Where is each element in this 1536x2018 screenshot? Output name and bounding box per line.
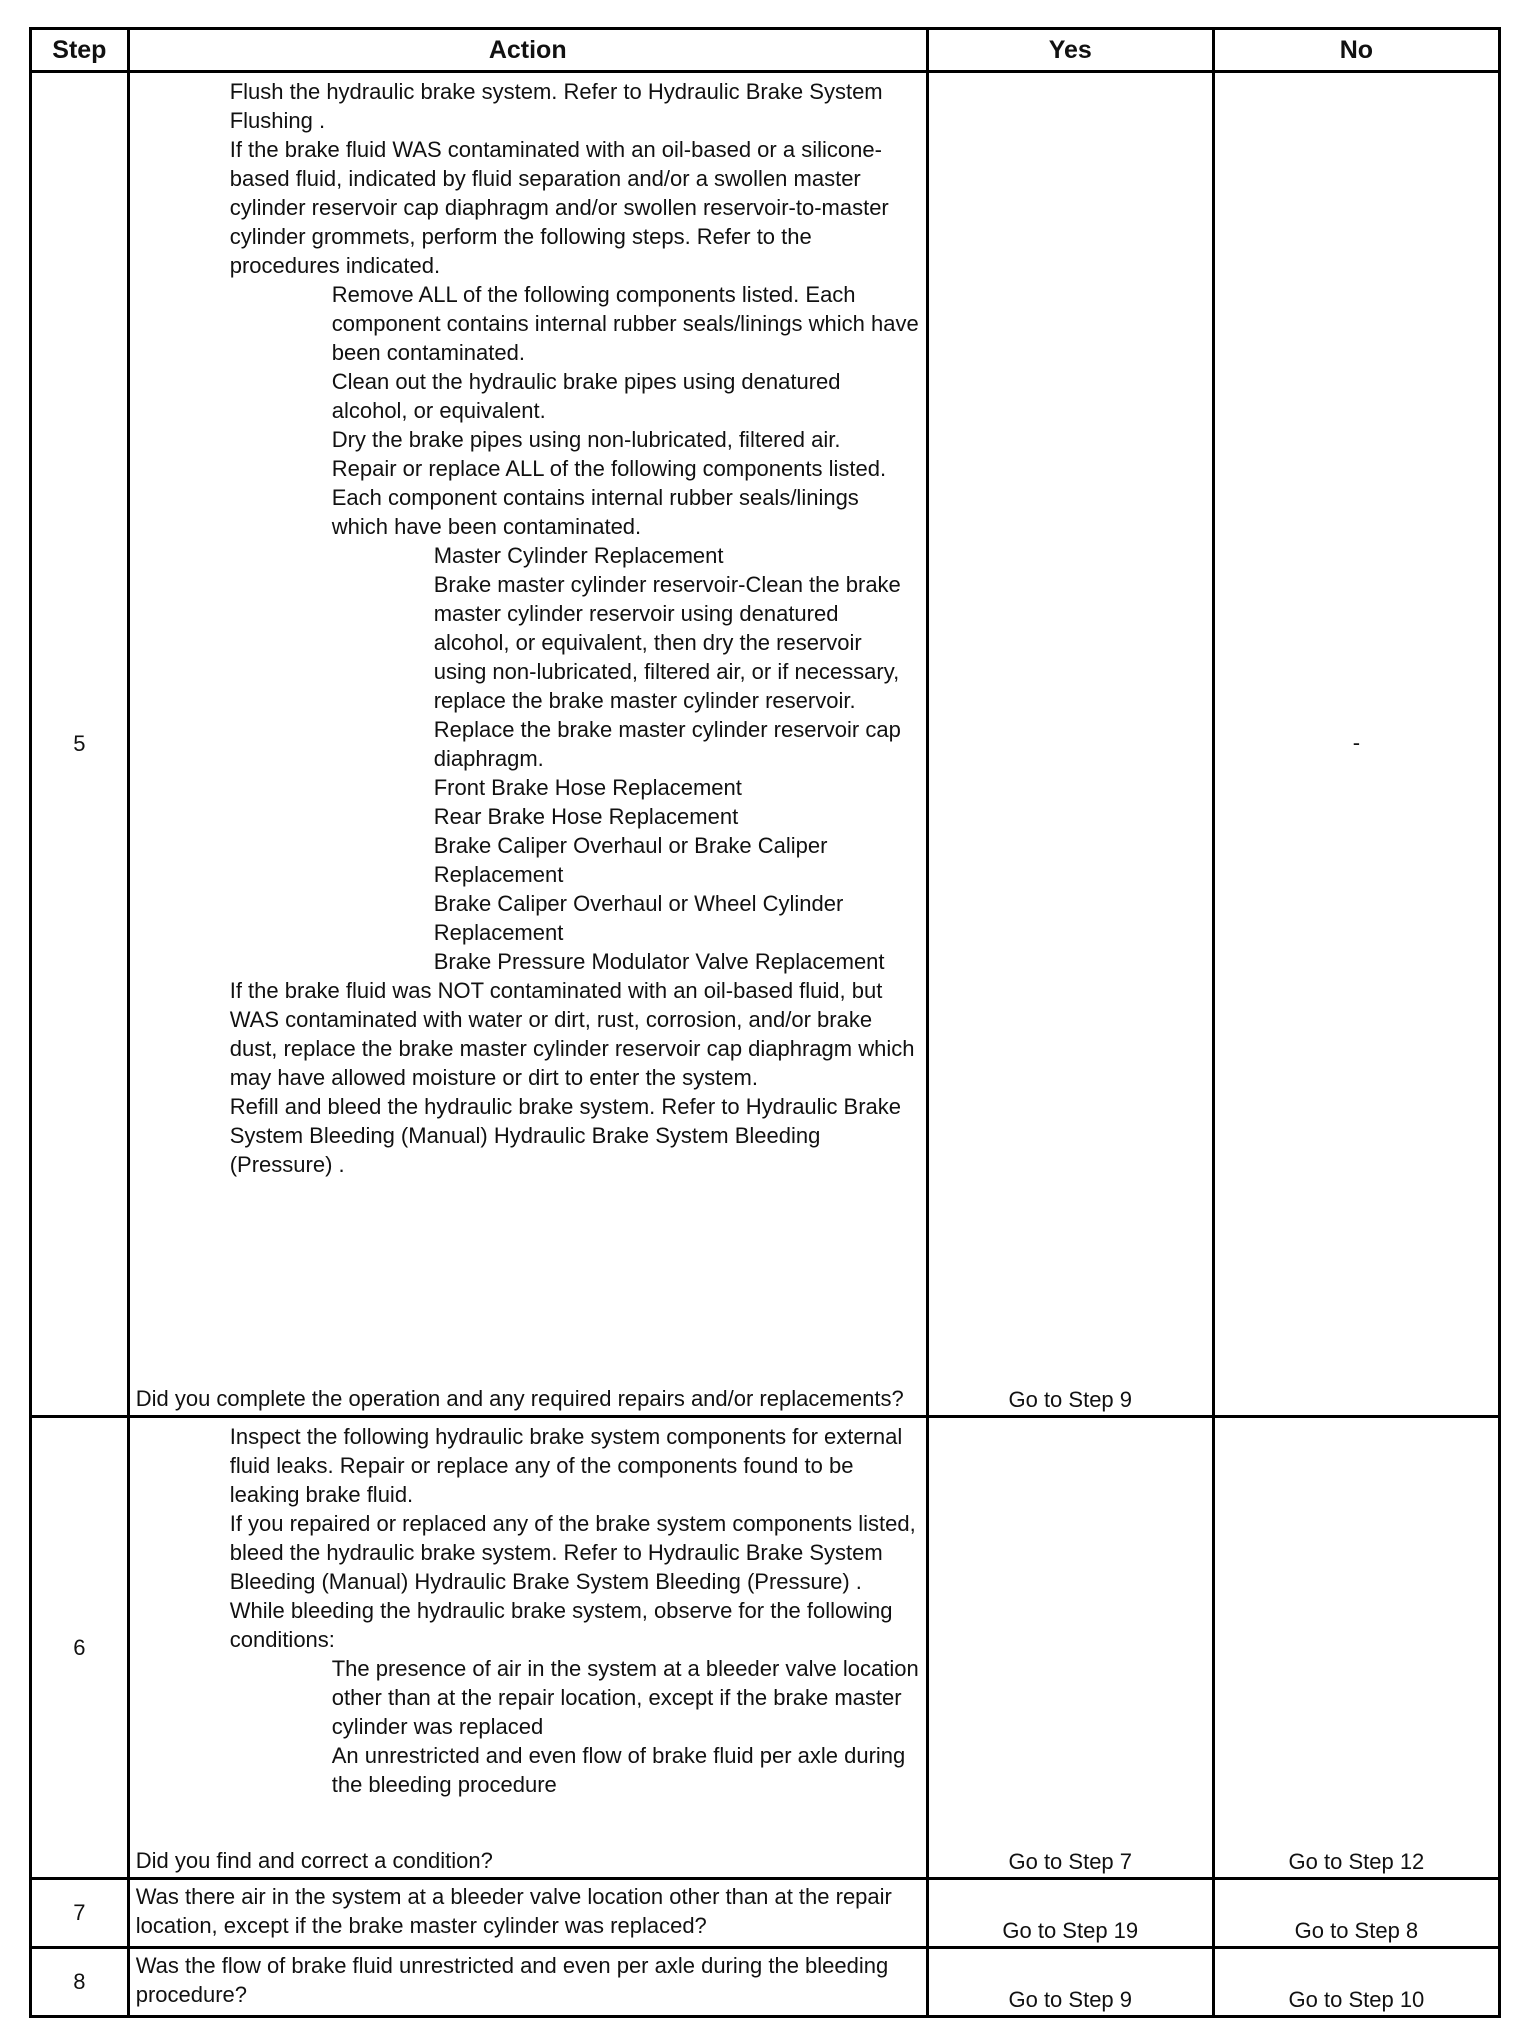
- action-paragraph: Remove ALL of the following components listed. Each component contains internal rubber seals/linings which have been contaminated.: [331, 282, 919, 365]
- action-paragraph: Brake Pressure Modulator Valve Replacement: [433, 949, 885, 974]
- no-result: -: [1213, 72, 1499, 1417]
- step-question: Was the flow of brake fluid unrestricted and even per axle during the bleeding procedure?: [135, 1953, 889, 2007]
- procedure-table: [29, 27, 1501, 2018]
- action-paragraph: If the brake fluid was NOT contaminated with an oil-based fluid, but WAS contaminated with water or dirt, rust, corrosion, and/or brake dust, replace the brake master cylinder reservoir cap diaphragm which may have allowed moisture or dirt to enter the system.: [229, 978, 915, 1090]
- action-paragraph: Replace the brake master cylinder reservoir cap diaphragm.: [433, 717, 901, 771]
- action-paragraph: Refill and bleed the hydraulic brake system. Refer to Hydraulic Brake System Bleeding (Manual) Hydraulic Brake System Bleeding (Pressure) .: [229, 1094, 902, 1177]
- header-step: Step: [31, 29, 129, 72]
- action-paragraph: Front Brake Hose Replacement: [433, 775, 742, 800]
- step-number: 5: [31, 72, 129, 1417]
- action-paragraph: Clean out the hydraulic brake pipes using denatured alcohol, or equivalent.: [331, 369, 841, 423]
- table-row-step-5: [31, 72, 1500, 1417]
- no-result: Go to Step 8: [1213, 1879, 1499, 1948]
- step-number: 7: [31, 1879, 129, 1948]
- action-paragraph: If the brake fluid WAS contaminated with an oil-based or a silicone-based fluid, indicated by fluid separation and/or a swollen master cylinder reservoir cap diaphragm and/or swollen reservoir-to-master cylinder grommets, perform the following steps. Refer to the procedures indicated.: [229, 137, 889, 278]
- action-body: [130, 1418, 926, 1799]
- header-no: No: [1213, 29, 1499, 72]
- yes-result: Go to Step 7: [927, 1417, 1213, 1879]
- action-paragraph: The presence of air in the system at a bleeder valve location other than at the repair location, except if the brake master cylinder was replaced: [331, 1656, 919, 1739]
- no-result: Go to Step 12: [1213, 1417, 1499, 1879]
- action-body: [130, 73, 926, 1179]
- action-paragraph: Brake Caliper Overhaul or Brake Caliper Replacement: [433, 833, 828, 887]
- step-question: Did you complete the operation and any required repairs and/or replacements?: [135, 1386, 904, 1411]
- table-row-step-8: [31, 1948, 1500, 2017]
- header-action: Action: [128, 29, 927, 72]
- action-paragraph: Brake Caliper Overhaul or Wheel Cylinder Replacement: [433, 891, 844, 945]
- yes-result: Go to Step 9: [927, 1948, 1213, 2017]
- action-cell: [128, 1948, 927, 2017]
- no-result: Go to Step 10: [1213, 1948, 1499, 2017]
- action-cell: [128, 1417, 927, 1879]
- table-row-step-7: [31, 1879, 1500, 1948]
- action-paragraph: An unrestricted and even flow of brake fluid per axle during the bleeding procedure: [331, 1743, 906, 1797]
- action-paragraph: Master Cylinder Replacement: [433, 543, 724, 568]
- action-paragraph: Flush the hydraulic brake system. Refer to Hydraulic Brake System Flushing .: [229, 79, 883, 133]
- step-question: Was there air in the system at a bleeder valve location other than at the repair location, except if the brake master cylinder was replaced?: [135, 1884, 892, 1938]
- action-paragraph: Inspect the following hydraulic brake system components for external fluid leaks. Repair or replace any of the components found to be leaking brake fluid.: [229, 1424, 903, 1507]
- action-paragraph: Repair or replace ALL of the following components listed. Each component contains internal rubber seals/linings which have been contaminated.: [331, 456, 887, 539]
- step-number: 6: [31, 1417, 129, 1879]
- action-cell: [128, 72, 927, 1417]
- action-paragraph: If you repaired or replaced any of the brake system components listed, bleed the hydraulic brake system. Refer to Hydraulic Brake System Bleeding (Manual) Hydraulic Brake System Bleeding (Pressure) . While bleeding the hydraulic brake system, observe for the following conditions:: [229, 1511, 916, 1652]
- action-paragraph: Brake master cylinder reservoir-Clean the brake master cylinder reservoir using denatured alcohol, or equivalent, then dry the reservoir using non-lubricated, filtered air, or if necessary, replace the brake master cylinder reservoir.: [433, 572, 901, 713]
- yes-result: Go to Step 9: [927, 72, 1213, 1417]
- table-row-step-6: [31, 1417, 1500, 1879]
- action-paragraph: Rear Brake Hose Replacement: [433, 804, 739, 829]
- header-yes: Yes: [927, 29, 1213, 72]
- action-paragraph: Dry the brake pipes using non-lubricated, filtered air.: [331, 427, 841, 452]
- action-cell: [128, 1879, 927, 1948]
- step-number: 8: [31, 1948, 129, 2017]
- header-row: [31, 29, 1500, 72]
- yes-result: Go to Step 19: [927, 1879, 1213, 1948]
- step-question: Did you find and correct a condition?: [135, 1848, 493, 1873]
